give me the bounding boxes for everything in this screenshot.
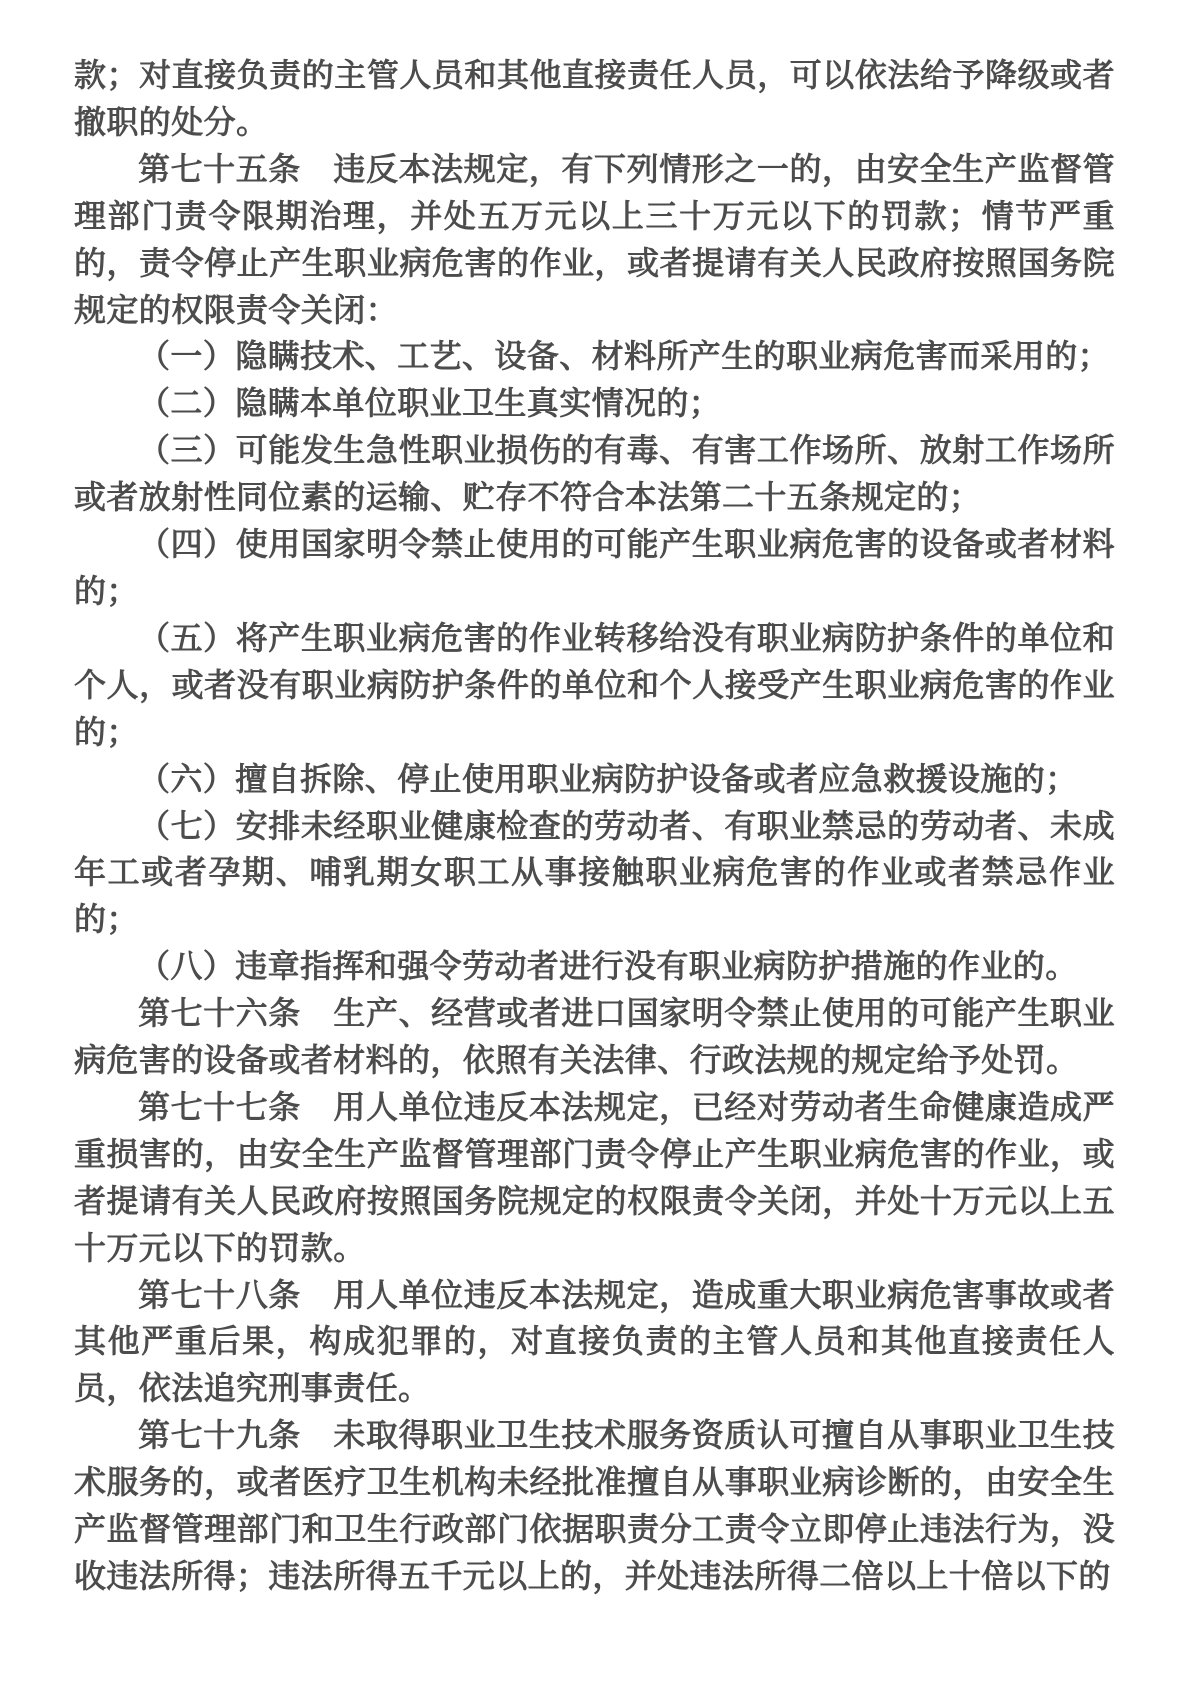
law-paragraph: 第七十六条 生产、经营或者进口国家明令禁止使用的可能产生职业病危害的设备或者材料的，依照有关法律、行政法规的规定给予处罚。 xyxy=(74,995,1115,1079)
law-paragraph: （二）隐瞒本单位职业卫生真实情况的； xyxy=(138,385,722,422)
law-paragraph: （七）安排未经职业健康检查的劳动者、有职业禁忌的劳动者、未成年工或者孕期、哺乳期女职工从事接触职业病危害的作业或者禁忌作业的； xyxy=(74,807,1115,938)
law-paragraph: 款；对直接负责的主管人员和其他直接责任人员，可以依法给予降级或者撤职的处分。 xyxy=(74,57,1115,140)
law-paragraph: 第七十九条 未取得职业卫生技术服务资质认可擅自从事职业卫生技术服务的，或者医疗卫生机构未经批准擅自从事职业病诊断的，由安全生产监督管理部门和卫生行政部门依据职责分工责令立即停止违法行为，没收违法所得；违法所得五千元以上的，并处违法所得二倍以上十倍以下的 xyxy=(74,1417,1115,1594)
law-paragraph: （四）使用国家明令禁止使用的可能产生职业病危害的设备或者材料的； xyxy=(74,526,1115,609)
law-paragraph: （一）隐瞒技术、工艺、设备、材料所产生的职业病危害而采用的； xyxy=(138,338,1111,375)
law-paragraph: （三）可能发生急性职业损伤的有毒、有害工作场所、放射工作场所或者放射性同位素的运输、贮存不符合本法第二十五条规定的； xyxy=(74,432,1115,516)
law-paragraph: 第七十八条 用人单位违反本法规定，造成重大职业病危害事故或者其他严重后果，构成犯罪的，对直接负责的主管人员和其他直接责任人员，依法追究刑事责任。 xyxy=(74,1276,1115,1407)
law-paragraph: 第七十五条 违反本法规定，有下列情形之一的，由安全生产监督管理部门责令限期治理，并处五万元以上三十万元以下的罚款；情节严重的，责令停止产生职业病危害的作业，或者提请有关人民政府按照国务院规定的权限责令关闭： xyxy=(74,150,1115,328)
law-paragraph: （六）擅自拆除、停止使用职业病防护设备或者应急救援设施的； xyxy=(138,760,1078,797)
law-paragraph: 第七十七条 用人单位违反本法规定，已经对劳动者生命健康造成严重损害的，由安全生产监督管理部门责令停止产生职业病危害的作业，或者提请有关人民政府按照国务院规定的权限责令关闭，并处十万元以上五十万元以下的罚款。 xyxy=(74,1088,1115,1266)
law-paragraph: （五）将产生职业病危害的作业转移给没有职业病防护条件的单位和个人，或者没有职业病防护条件的单位和个人接受产生职业病危害的作业的； xyxy=(74,619,1115,750)
law-text-body xyxy=(74,52,1115,1600)
law-paragraph: （八）违章指挥和强令劳动者进行没有职业病防护措施的作业的。 xyxy=(138,948,1078,985)
